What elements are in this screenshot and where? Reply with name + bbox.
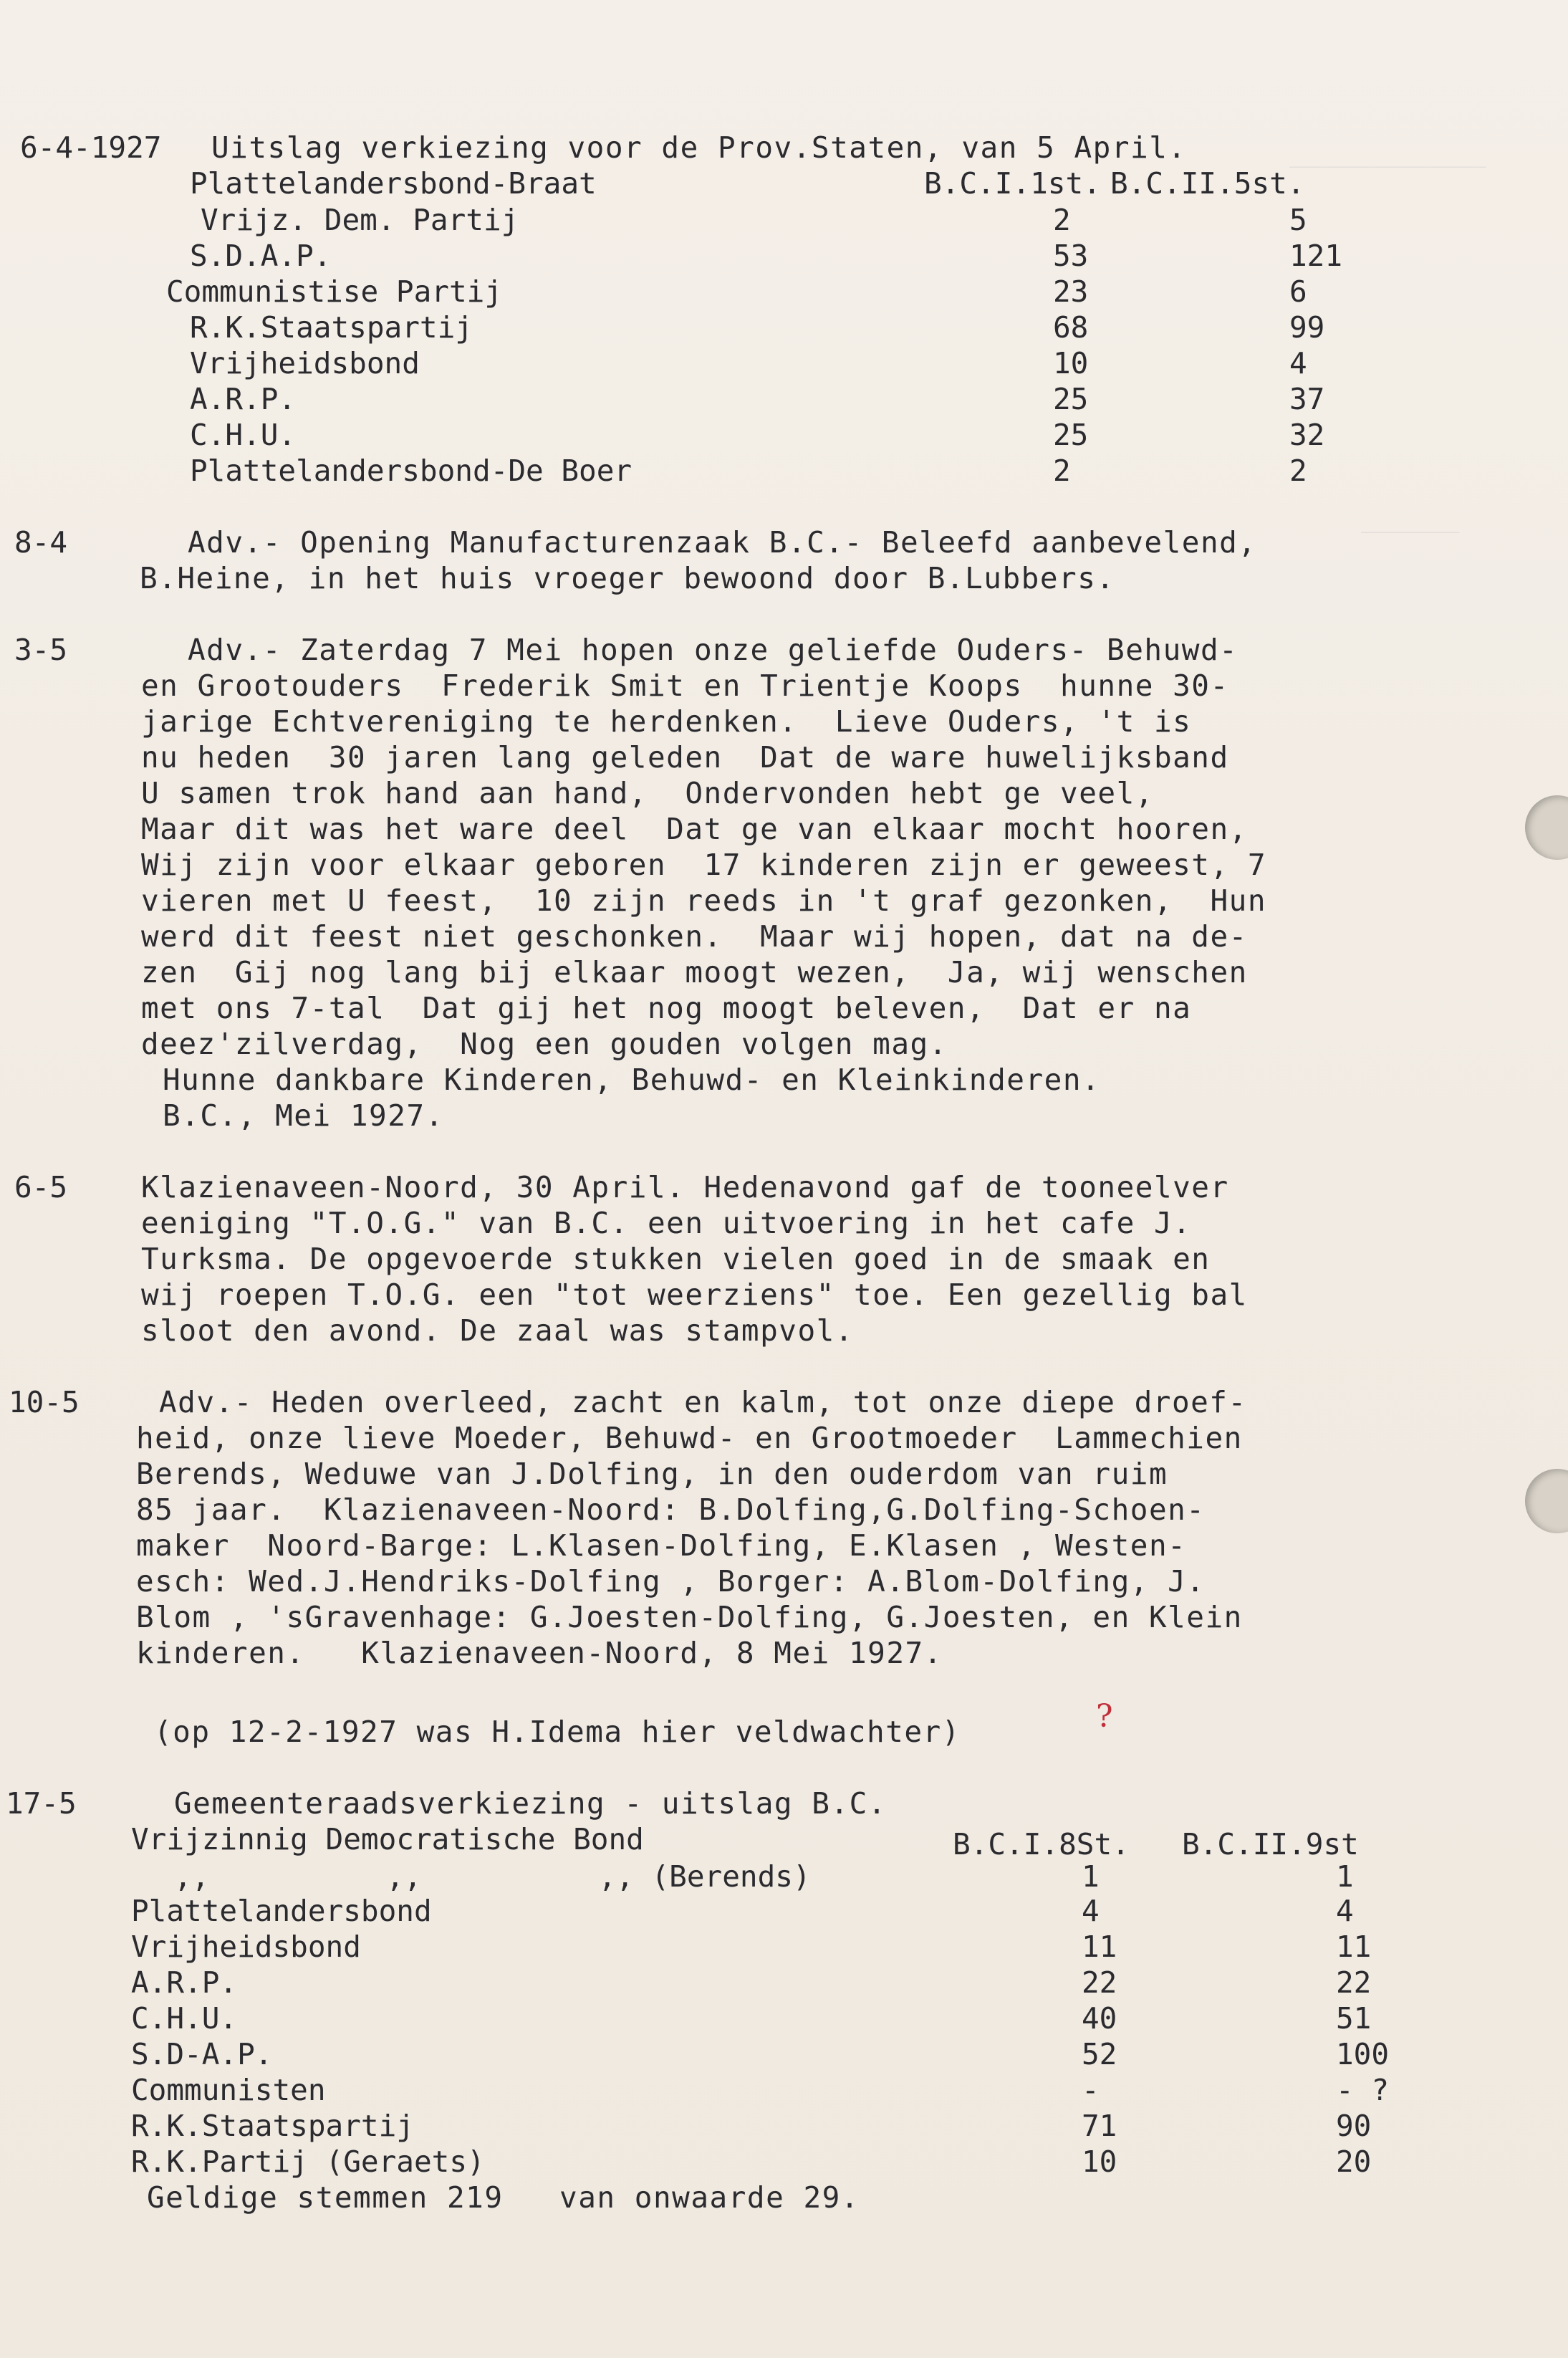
- entry-date: 10-5: [9, 1385, 80, 1419]
- table-row-value-1: 25: [1053, 418, 1089, 452]
- table-row-value-2: 4: [1289, 346, 1307, 380]
- table-row-name: Communisten: [131, 2073, 326, 2107]
- entry-text: B.C., Mei 1927.: [163, 1098, 444, 1133]
- table-row-value-2: 11: [1336, 1930, 1372, 1964]
- table-row-name: Communistise Partij: [166, 274, 502, 309]
- table-row-name: C.H.U.: [131, 2001, 238, 2036]
- table-row-value-1: 2: [1053, 203, 1071, 237]
- table-row-value-1: 1: [1082, 1859, 1100, 1894]
- entry-text: Turksma. De opgevoerde stukken vielen goed in de smaak en: [141, 1242, 1211, 1276]
- table-row-value-1: 10: [1082, 2144, 1117, 2179]
- entry-text: Uitslag verkiezing voor de Prov.Staten, van 5 April.: [211, 130, 1187, 165]
- entry-text: wij roepen T.O.G. een "tot weerziens" toe. Een gezellig bal: [141, 1278, 1248, 1312]
- entry-text: B.Heine, in het huis vroeger bewoond door B.Lubbers.: [140, 561, 1115, 595]
- table-header-col1: B.C.I.8St.: [953, 1827, 1130, 1861]
- entry-text: maker Noord-Barge: L.Klasen-Dolfing, E.Klasen , Westen-: [136, 1528, 1187, 1563]
- table-row-value-1: 11: [1082, 1930, 1117, 1964]
- table-row-value-1: 2: [1053, 454, 1071, 488]
- entry-text: heid, onze lieve Moeder, Behuwd- en Grootmoeder Lammechien: [136, 1421, 1243, 1455]
- table-row-value-2: 121: [1289, 239, 1343, 273]
- table-row-name: S.D-A.P.: [131, 2037, 273, 2071]
- entry-date: 17-5: [6, 1786, 77, 1821]
- table-row-value-1: 22: [1082, 1965, 1117, 2000]
- entry-text: Adv.- Zaterdag 7 Mei hopen onze geliefde Ouders- Behuwd-: [188, 633, 1238, 667]
- table-row-value-1: 71: [1082, 2109, 1117, 2143]
- table-row-name: ,, ,, ,, (Berends): [174, 1859, 811, 1894]
- table-row-value-2: 6: [1289, 274, 1307, 309]
- table-row-value-2: 20: [1336, 2144, 1372, 2179]
- entry-text: Gemeenteraadsverkiezing - uitslag B.C.: [174, 1786, 887, 1821]
- table-row-value-2: - ?: [1336, 2073, 1390, 2107]
- table-row-name: Vrijz. Dem. Partij: [201, 203, 519, 237]
- table-row-value-2: 99: [1289, 310, 1325, 345]
- table-row-value-1: 10: [1053, 346, 1089, 380]
- entry-date: 8-4: [14, 525, 68, 560]
- table-header-col2: B.C.II.9st: [1182, 1827, 1359, 1861]
- table-row-value-2: 37: [1289, 382, 1325, 416]
- entry-text: Adv.- Heden overleed, zacht en kalm, tot onze diepe droef-: [159, 1385, 1247, 1419]
- table-row-name: A.R.P.: [190, 382, 297, 416]
- table-row-value-1: 68: [1053, 310, 1089, 345]
- table-row-value-2: 51: [1336, 2001, 1372, 2036]
- entry-text: met ons 7-tal Dat gij het nog moogt beleven, Dat er na: [141, 991, 1192, 1025]
- table-row-value-2: 22: [1336, 1965, 1372, 2000]
- table-row-value-1: -: [1082, 2073, 1100, 2107]
- table-row-value-1: 52: [1082, 2037, 1117, 2071]
- entry-text: 85 jaar. Klazienaveen-Noord: B.Dolfing,G.Dolfing-Schoen-: [136, 1492, 1206, 1527]
- entry-text: vieren met U feest, 10 zijn reeds in 't graf gezonken, Hun: [141, 883, 1267, 918]
- table-row-name: R.K.Staatspartij: [190, 310, 473, 345]
- vote-totals: Geldige stemmen 219 van onwaarde 29.: [147, 2180, 860, 2215]
- entry-text: esch: Wed.J.Hendriks-Dolfing , Borger: A.Blom-Dolfing, J.: [136, 1564, 1206, 1599]
- entry-text: en Grootouders Frederik Smit en Trientje Koops hunne 30-: [141, 668, 1229, 703]
- entry-date: 6-5: [14, 1170, 68, 1204]
- table-row-name: Plattelandersbond-De Boer: [190, 454, 633, 488]
- table-row-name: A.R.P.: [131, 1965, 238, 2000]
- table-header-col2: B.C.II.5st.: [1110, 166, 1305, 201]
- entry-text: Hunne dankbare Kinderen, Behuwd- en Kleinkinderen.: [163, 1063, 1101, 1097]
- entry-text: Adv.- Opening Manufacturenzaak B.C.- Beleefd aanbevelend,: [188, 525, 1257, 560]
- entry-text: werd dit feest niet geschonken. Maar wij hopen, dat na de-: [141, 919, 1248, 954]
- table-header-party: Plattelandersbond-Braat: [190, 166, 597, 201]
- entry-text: jarige Echtvereniging te herdenken. Lieve Ouders, 't is: [141, 704, 1192, 739]
- table-row-name: R.K.Staatspartij: [131, 2109, 414, 2143]
- entry-text: nu heden 30 jaren lang geleden Dat de ware huwelijksband: [141, 740, 1229, 775]
- entry-text: Blom , 'sGravenhage: G.Joesten-Dolfing, G.Joesten, en Klein: [136, 1600, 1243, 1634]
- table-row-value-2: 4: [1336, 1894, 1354, 1928]
- table-row-name: R.K.Partij (Geraets): [131, 2144, 485, 2179]
- entry-text: Maar dit was het ware deel Dat ge van elkaar mocht hooren,: [141, 812, 1248, 846]
- entry-text: deez'zilverdag, Nog een gouden volgen mag.: [141, 1027, 948, 1061]
- table-row-value-2: 1: [1336, 1859, 1354, 1894]
- table-row-name: Plattelandersbond: [131, 1894, 432, 1928]
- table-header-col1: B.C.I.1st.: [924, 166, 1101, 201]
- table-row-value-2: 100: [1336, 2037, 1390, 2071]
- table-header-party: Vrijzinnig Democratische Bond: [131, 1822, 644, 1856]
- entry-text: Wij zijn voor elkaar geboren 17 kinderen zijn er geweest, 7: [141, 848, 1267, 882]
- table-row-value-2: 2: [1289, 454, 1307, 488]
- entry-text: Klazienaveen-Noord, 30 April. Hedenavond gaf de tooneelver: [141, 1170, 1229, 1204]
- entry-text: U samen trok hand aan hand, Ondervonden hebt ge veel,: [141, 776, 1154, 810]
- entry-text: Berends, Weduwe van J.Dolfing, in den ouderdom van ruim: [136, 1457, 1168, 1491]
- table-row-value-2: 90: [1336, 2109, 1372, 2143]
- entry-text: sloot den avond. De zaal was stampvol.: [141, 1313, 854, 1348]
- table-row-name: Vrijheidsbond: [131, 1930, 361, 1964]
- entry-text: eeniging "T.O.G." van B.C. een uitvoering in het cafe J.: [141, 1206, 1192, 1240]
- handwritten-question-mark: ?: [1096, 1698, 1113, 1735]
- table-row-value-2: 32: [1289, 418, 1325, 452]
- entry-text: kinderen. Klazienaveen-Noord, 8 Mei 1927.: [136, 1636, 943, 1670]
- table-row-name: Vrijheidsbond: [190, 346, 420, 380]
- table-row-value-1: 25: [1053, 382, 1089, 416]
- table-row-value-1: 53: [1053, 239, 1089, 273]
- table-row-name: S.D.A.P.: [190, 239, 332, 273]
- entry-date: 3-5: [14, 633, 68, 667]
- entry-date: 6-4-1927: [20, 130, 162, 165]
- table-row-value-2: 5: [1289, 203, 1307, 237]
- table-row-name: C.H.U.: [190, 418, 297, 452]
- table-row-value-1: 40: [1082, 2001, 1117, 2036]
- table-row-value-1: 4: [1082, 1894, 1100, 1928]
- veldwachter-note: (op 12-2-1927 was H.Idema hier veldwachter): [154, 1715, 961, 1749]
- entry-text: zen Gij nog lang bij elkaar moogt wezen, Ja, wij wenschen: [141, 955, 1248, 989]
- table-row-value-1: 23: [1053, 274, 1089, 309]
